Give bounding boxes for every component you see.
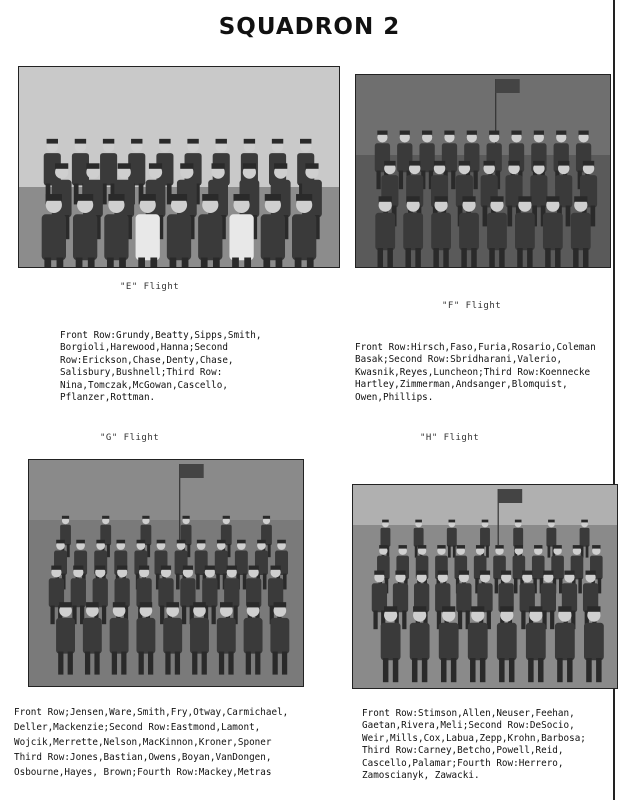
caption-line: Weir,Mills,Cox,Labua,Zepp,Krohn,Barbosa; [362, 732, 586, 744]
flight-label-e: "E" Flight [120, 282, 180, 292]
caption-line: Osbourne,Hayes, Brown;Fourth Row:Mackey,Metras [14, 767, 272, 778]
flight-label-h: "H" Flight [420, 433, 480, 443]
photo-g-flight [28, 459, 304, 687]
caption-line: Zamoscianyk, Zawacki. [362, 770, 480, 781]
photo-h-flight [352, 484, 618, 689]
caption-line: Front Row:Grundy,Beatty,Sipps,Smith, [60, 329, 262, 341]
flight-label-f: "F" Flight [442, 301, 502, 311]
group-photo-graphic [353, 485, 617, 688]
caption-e-flight [60, 317, 262, 405]
caption-line: Owen,Phillips. [355, 391, 434, 403]
flight-label-g: "G" Flight [100, 433, 160, 443]
caption-line: Pflanzer,Rottman. [60, 392, 156, 403]
caption-g-flight [14, 690, 288, 780]
caption-line: Cascello,Palamar;Fourth Row:Herrero, [362, 757, 564, 769]
group-photo-graphic [29, 460, 303, 686]
caption-line: Front Row;Jensen,Ware,Smith,Fry,Otway,Carmichael, [14, 707, 289, 718]
caption-line: Hartley,Zimmerman,Andsanger,Blomquist, [355, 379, 568, 390]
caption-line: Borgioli,Harewood,Hanna;Second [60, 342, 228, 353]
caption-line: Row:Erickson,Chase,Denty,Chase, [60, 354, 234, 366]
photo-f-flight [355, 74, 611, 268]
photo-e-flight [18, 66, 340, 268]
page-title: SQUADRON 2 [218, 14, 401, 40]
caption-line: Third Row:Jones,Bastian,Owens,Boyan,VanDongen, [14, 752, 272, 763]
caption-line: Deller,Mackenzie;Second Row:Eastmond,Lamont, [14, 722, 261, 733]
caption-line: Front Row:Hirsch,Faso,Furia,Rosario,Coleman [355, 341, 596, 353]
caption-line: Nina,Tomczak,McGowan,Cascello, [60, 379, 228, 391]
group-photo-graphic [19, 67, 339, 267]
caption-f-flight [355, 329, 596, 404]
caption-line: Kwasnik,Reyes,Luncheon;Third Row:Koennecke [355, 366, 591, 378]
caption-line: Basak;Second Row:Sbridharani,Valerio, [355, 354, 563, 365]
group-photo-graphic [356, 75, 610, 267]
caption-line: Wojcik,Merrette,Nelson,MacKinnon,Kroner,Sponer [14, 737, 272, 748]
caption-h-flight [362, 695, 586, 783]
caption-line: Salisbury,Bushnell;Third Row: [60, 367, 223, 378]
caption-line: Third Row:Carney,Betcho,Powell,Reid, [362, 745, 564, 756]
caption-line: Front Row:Stimson,Allen,Neuser,Feehan, [362, 707, 575, 719]
caption-line: Gaetan,Rivera,Meli;Second Row:DeSocio, [362, 720, 575, 731]
